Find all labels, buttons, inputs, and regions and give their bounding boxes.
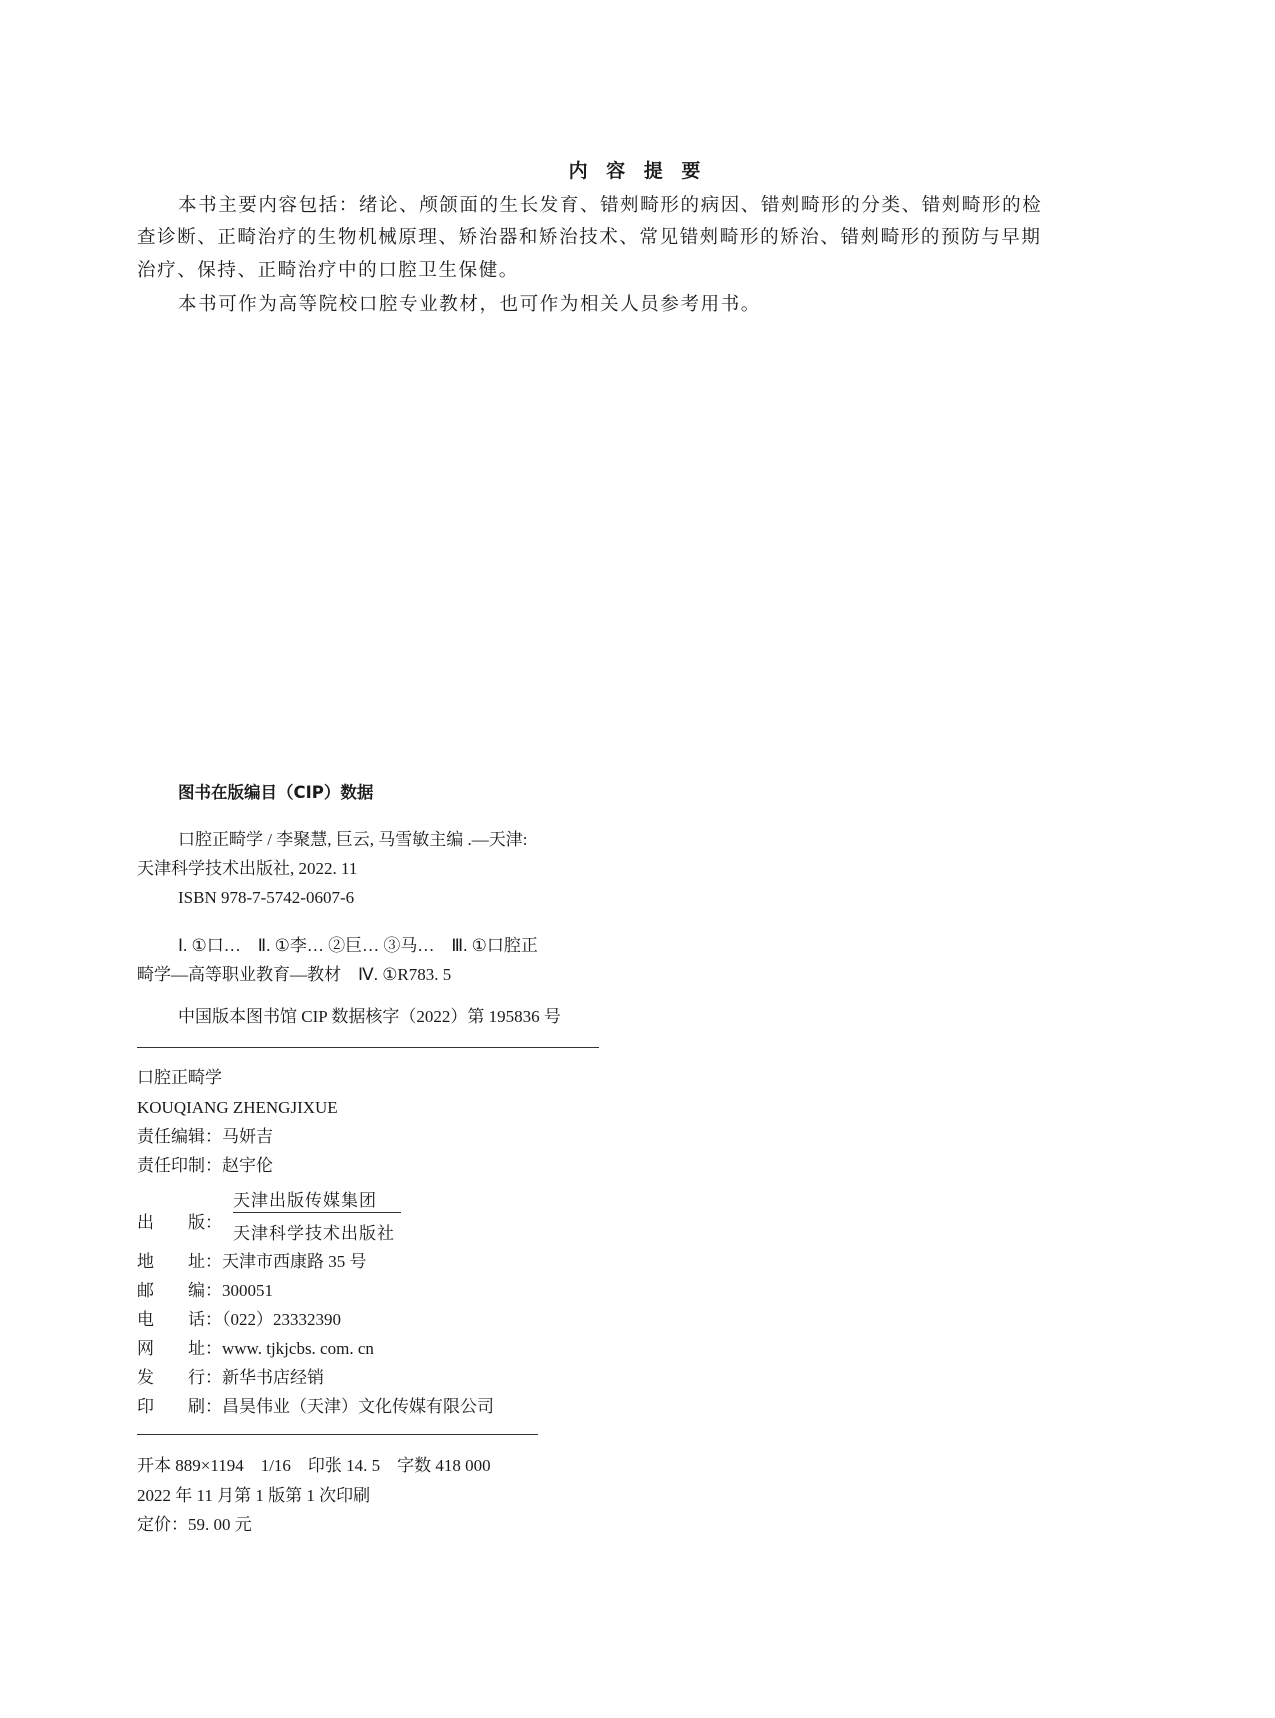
format-specs: 开本 889×1194 1/16 印张 14. 5 字数 418 000 bbox=[137, 1456, 491, 1475]
phone-row bbox=[137, 1308, 341, 1332]
postcode-row bbox=[137, 1279, 273, 1303]
phone-colon: ： bbox=[205, 1310, 222, 1329]
summary-title: 内 容 提 要 bbox=[568, 160, 707, 182]
address-label: 地 址 bbox=[137, 1252, 205, 1271]
address-row bbox=[137, 1250, 367, 1274]
website-row bbox=[137, 1337, 374, 1361]
publisher-label: 出 版 bbox=[137, 1213, 205, 1232]
print-manager-label: 责任印制 bbox=[137, 1156, 205, 1175]
distributor-colon: ： bbox=[205, 1368, 222, 1387]
printer-row bbox=[137, 1395, 494, 1419]
publisher-press: 天津科学技术出版社 bbox=[233, 1224, 395, 1243]
postcode-value: 300051 bbox=[222, 1281, 273, 1300]
website-value: www. tjkjcbs. com. cn bbox=[222, 1339, 374, 1358]
publisher-label-row bbox=[137, 1208, 222, 1233]
edition-info: 2022 年 11 月第 1 版第 1 次印刷 bbox=[137, 1486, 371, 1505]
print-manager-value: 赵宇伦 bbox=[222, 1156, 273, 1175]
print-manager-row bbox=[137, 1154, 273, 1178]
editor-label: 责任编辑 bbox=[137, 1127, 205, 1146]
cip-title: 图书在版编目（CIP）数据 bbox=[178, 783, 374, 802]
pinyin-title: KOUQIANG ZHENGJIXUE bbox=[137, 1098, 338, 1117]
phone-label: 电 话 bbox=[137, 1310, 205, 1329]
printer-value: 昌昊伟业（天津）文化传媒有限公司 bbox=[222, 1397, 494, 1416]
cip-divider bbox=[137, 1047, 599, 1048]
book-title: 口腔正畸学 bbox=[137, 1068, 222, 1087]
postcode-label: 邮 编 bbox=[137, 1281, 205, 1300]
cip-classification-1: Ⅰ. ①口… Ⅱ. ①李… ②巨… ③马… Ⅲ. ①口腔正 bbox=[178, 936, 538, 955]
editor-value: 马妍吉 bbox=[222, 1127, 273, 1146]
print-manager-colon: ： bbox=[205, 1156, 222, 1175]
publisher-colon: ： bbox=[205, 1213, 222, 1232]
distributor-row bbox=[137, 1366, 324, 1390]
printer-colon: ： bbox=[205, 1397, 222, 1416]
distributor-value: 新华书店经销 bbox=[222, 1368, 324, 1387]
summary-line-4: 本书可作为高等院校口腔专业教材，也可作为相关人员参考用书。 bbox=[178, 294, 761, 315]
website-label: 网 址 bbox=[137, 1339, 205, 1358]
price: 定价：59. 00 元 bbox=[137, 1515, 252, 1534]
address-colon: ： bbox=[205, 1252, 222, 1271]
summary-line-3: 治疗、保持、正畸治疗中的口腔卫生保健。 bbox=[137, 260, 519, 281]
printer-label: 印 刷 bbox=[137, 1397, 205, 1416]
editor-colon: ： bbox=[205, 1127, 222, 1146]
address-value: 天津市西康路 35 号 bbox=[222, 1252, 367, 1271]
phone-value: （022）23332390 bbox=[222, 1310, 341, 1329]
cip-line-1: 口腔正畸学 / 李聚慧, 巨云, 马雪敏主编 .—天津: bbox=[178, 830, 528, 849]
cip-record-number: 中国版本图书馆 CIP 数据核字（2022）第 195836 号 bbox=[178, 1007, 561, 1026]
editor-row bbox=[137, 1125, 273, 1149]
cip-classification-2: 畸学—高等职业教育—教材 Ⅳ. ①R783. 5 bbox=[137, 965, 452, 984]
summary-line-2: 查诊断、正畸治疗的生物机械原理、矫治器和矫治技术、常见错㓨畸形的矫治、错㓨畸形的预防与早期 bbox=[137, 227, 1042, 248]
cip-line-2: 天津科学技术出版社, 2022. 11 bbox=[137, 859, 358, 878]
imprint-divider bbox=[137, 1434, 538, 1435]
postcode-colon: ： bbox=[205, 1281, 222, 1300]
cip-isbn: ISBN 978-7-5742-0607-6 bbox=[178, 888, 355, 907]
distributor-label: 发 行 bbox=[137, 1368, 205, 1387]
summary-line-1: 本书主要内容包括：绪论、颅颌面的生长发育、错㓨畸形的病因、错㓨畸形的分类、错㓨畸形的检 bbox=[178, 195, 1043, 216]
website-colon: ： bbox=[205, 1339, 222, 1358]
publisher-divider bbox=[233, 1212, 401, 1213]
publisher-group: 天津出版传媒集团 bbox=[233, 1191, 377, 1210]
